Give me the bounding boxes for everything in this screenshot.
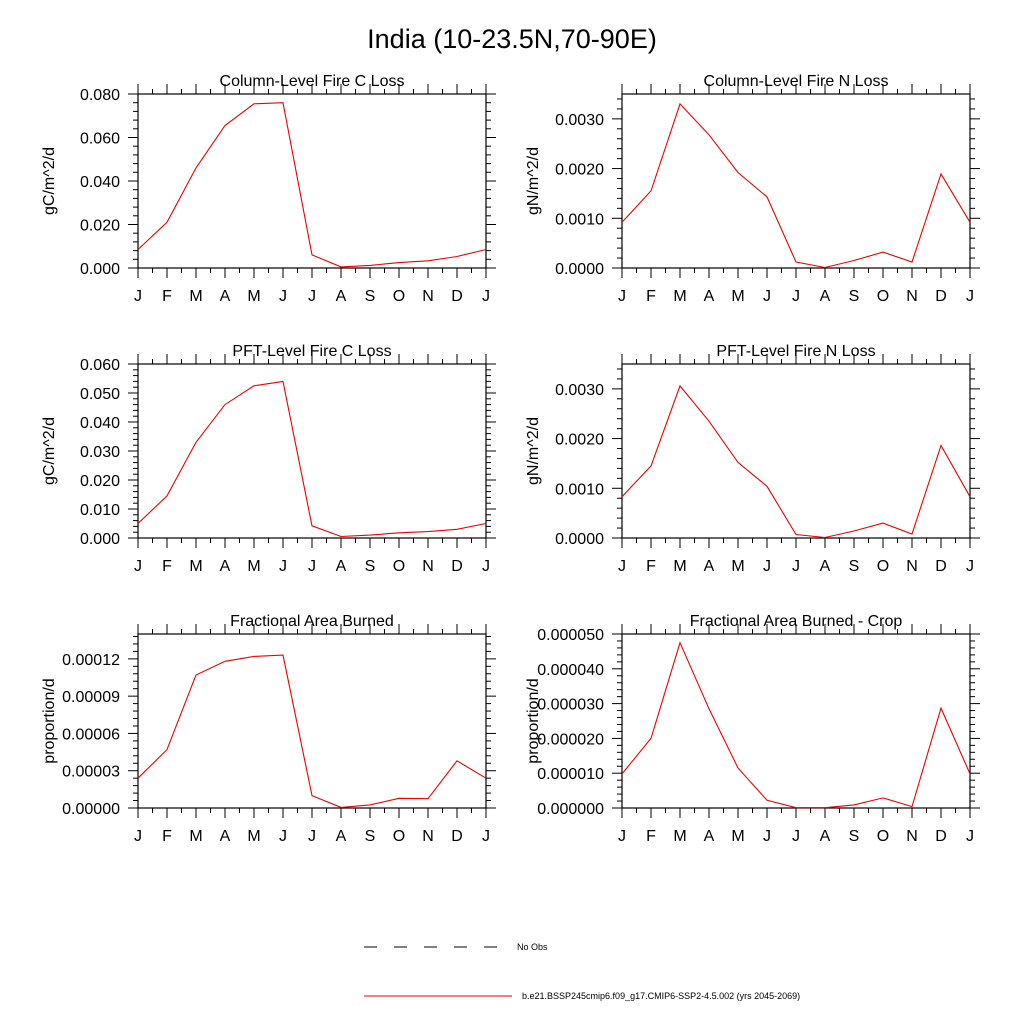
y-tick-label: 0.00003 xyxy=(62,763,120,781)
y-tick-label: 0.060 xyxy=(79,130,120,148)
y-tick-label: 0.030 xyxy=(79,444,120,461)
series-line xyxy=(138,381,486,536)
y-tick-label: 0.060 xyxy=(79,357,120,374)
y-tick-label: 0.000000 xyxy=(537,801,604,818)
y-tick-label: 0.010 xyxy=(79,502,120,519)
x-tick-label: J xyxy=(134,288,142,305)
x-tick-label: M xyxy=(247,828,261,845)
y-tick-label: 0.040 xyxy=(79,415,120,432)
series-line xyxy=(138,655,486,807)
chart-title: PFT-Level Fire N Loss xyxy=(716,343,876,360)
x-tick-label: M xyxy=(673,828,687,845)
y-axis-label: gN/m^2/d xyxy=(525,417,542,485)
page-title: India (10-23.5N,70-90E) xyxy=(367,24,657,54)
y-tick-label: 0.000020 xyxy=(537,731,604,749)
y-tick-label: 0.000010 xyxy=(537,766,604,784)
chart-title: Column-Level Fire N Loss xyxy=(703,73,889,90)
x-tick-label: J xyxy=(279,828,287,845)
x-tick-label: J xyxy=(134,828,142,845)
x-tick-label: J xyxy=(792,288,800,305)
x-tick-label: J xyxy=(618,828,626,845)
x-tick-label: A xyxy=(335,558,347,575)
x-tick-label: A xyxy=(819,288,831,305)
y-axis-label: gC/m^2/d xyxy=(41,417,58,485)
series-line xyxy=(138,103,486,267)
x-tick-label: J xyxy=(308,828,316,845)
x-tick-label: N xyxy=(906,288,918,305)
x-tick-label: N xyxy=(422,828,434,845)
x-tick-label: S xyxy=(848,828,860,845)
x-tick-label: D xyxy=(451,828,463,845)
x-tick-label: J xyxy=(618,288,626,305)
x-tick-label: O xyxy=(876,828,890,845)
x-tick-label: S xyxy=(364,288,376,305)
series-line xyxy=(622,104,970,268)
chart-title: Fractional Area Burned - Crop xyxy=(689,613,903,630)
x-tick-label: M xyxy=(731,558,745,575)
x-tick-label: A xyxy=(219,288,231,305)
y-axis-label: gN/m^2/d xyxy=(525,147,542,215)
x-tick-label: A xyxy=(819,828,831,845)
x-tick-label: N xyxy=(906,558,918,575)
x-tick-label: J xyxy=(763,288,771,305)
legend-obs-label: No Obs xyxy=(517,942,548,952)
x-tick-label: J xyxy=(134,558,142,575)
x-tick-label: J xyxy=(482,828,490,845)
y-tick-label: 0.080 xyxy=(79,87,120,104)
y-tick-label: 0.0010 xyxy=(555,211,604,229)
y-tick-label: 0.00000 xyxy=(62,801,120,818)
x-tick-label: D xyxy=(935,828,947,845)
x-tick-label: S xyxy=(848,288,860,305)
y-tick-label: 0.0020 xyxy=(555,431,604,449)
x-tick-label: F xyxy=(646,288,656,305)
y-tick-label: 0.000050 xyxy=(537,627,604,644)
y-axis-label: proportion/d xyxy=(41,678,58,764)
legend-model-label: b.e21.BSSP245cmip6.f09_g17.CMIP6-SSP2-4.5.002 (yrs 2045-2069) xyxy=(522,991,801,1001)
x-tick-label: A xyxy=(819,558,831,575)
y-tick-label: 0.000030 xyxy=(537,696,604,714)
y-tick-label: 0.0000 xyxy=(555,261,604,278)
chart-panel-2 xyxy=(525,73,980,305)
x-tick-label: O xyxy=(392,558,406,575)
x-tick-label: J xyxy=(792,828,800,845)
x-tick-label: J xyxy=(792,558,800,575)
y-tick-label: 0.020 xyxy=(79,473,120,490)
y-tick-label: 0.020 xyxy=(79,217,120,235)
x-tick-label: D xyxy=(451,558,463,575)
x-tick-label: J xyxy=(966,288,974,305)
y-tick-label: 0.0030 xyxy=(555,381,604,399)
chart-title: Fractional Area Burned xyxy=(230,613,394,630)
x-tick-label: N xyxy=(422,558,434,575)
y-tick-label: 0.0000 xyxy=(555,531,604,548)
x-tick-label: J xyxy=(966,558,974,575)
y-axis-label: proportion/d xyxy=(525,678,542,764)
x-tick-label: A xyxy=(219,558,231,575)
x-tick-label: M xyxy=(189,828,203,845)
x-tick-label: M xyxy=(247,288,261,305)
x-tick-label: J xyxy=(482,288,490,305)
plot-frame xyxy=(138,94,486,268)
chart-title: Column-Level Fire C Loss xyxy=(219,73,405,90)
x-tick-label: S xyxy=(364,558,376,575)
y-tick-label: 0.00006 xyxy=(62,726,120,744)
x-tick-label: A xyxy=(703,558,715,575)
x-tick-label: J xyxy=(482,558,490,575)
legend xyxy=(364,942,800,1001)
y-tick-label: 0.000040 xyxy=(537,661,604,679)
y-tick-label: 0.0030 xyxy=(555,111,604,129)
x-tick-label: M xyxy=(731,828,745,845)
x-tick-label: D xyxy=(451,288,463,305)
chart-panel-4 xyxy=(525,343,980,575)
x-tick-label: A xyxy=(703,828,715,845)
x-tick-label: O xyxy=(876,288,890,305)
x-tick-label: N xyxy=(906,828,918,845)
x-tick-label: M xyxy=(673,288,687,305)
chart-panels xyxy=(41,73,980,845)
x-tick-label: F xyxy=(646,558,656,575)
plot-frame xyxy=(622,364,970,538)
x-tick-label: S xyxy=(848,558,860,575)
series-line xyxy=(622,386,970,538)
chart-panel-1 xyxy=(41,73,496,305)
y-tick-label: 0.050 xyxy=(79,386,120,403)
x-tick-label: F xyxy=(162,288,172,305)
x-tick-label: O xyxy=(392,288,406,305)
y-tick-label: 0.000 xyxy=(79,531,120,548)
x-tick-label: D xyxy=(935,288,947,305)
x-tick-label: J xyxy=(966,828,974,845)
series-line xyxy=(622,643,970,808)
plot-frame xyxy=(138,634,486,808)
y-tick-label: 0.040 xyxy=(79,174,120,191)
x-tick-label: O xyxy=(392,828,406,845)
x-tick-label: F xyxy=(162,558,172,575)
x-tick-label: N xyxy=(422,288,434,305)
y-axis-label: gC/m^2/d xyxy=(41,147,58,215)
x-tick-label: M xyxy=(731,288,745,305)
x-tick-label: J xyxy=(763,828,771,845)
chart-panel-6 xyxy=(525,613,980,845)
y-tick-label: 0.00009 xyxy=(62,689,120,707)
x-tick-label: M xyxy=(247,558,261,575)
x-tick-label: F xyxy=(646,828,656,845)
x-tick-label: M xyxy=(673,558,687,575)
x-tick-label: J xyxy=(308,558,316,575)
x-tick-label: J xyxy=(308,288,316,305)
chart-title: PFT-Level Fire C Loss xyxy=(232,343,392,360)
y-tick-label: 0.00012 xyxy=(62,651,120,669)
x-tick-label: M xyxy=(189,558,203,575)
x-tick-label: A xyxy=(219,828,231,845)
x-tick-label: F xyxy=(162,828,172,845)
y-tick-label: 0.000 xyxy=(79,261,120,278)
chart-panel-3 xyxy=(41,343,496,575)
plot-frame xyxy=(138,364,486,538)
x-tick-label: J xyxy=(279,558,287,575)
x-tick-label: J xyxy=(763,558,771,575)
x-tick-label: J xyxy=(618,558,626,575)
x-tick-label: A xyxy=(335,288,347,305)
x-tick-label: A xyxy=(335,828,347,845)
x-tick-label: O xyxy=(876,558,890,575)
y-tick-label: 0.0020 xyxy=(555,161,604,179)
chart-panel-5 xyxy=(41,613,496,845)
x-tick-label: A xyxy=(703,288,715,305)
x-tick-label: S xyxy=(364,828,376,845)
x-tick-label: J xyxy=(279,288,287,305)
x-tick-label: M xyxy=(189,288,203,305)
y-tick-label: 0.0010 xyxy=(555,481,604,499)
x-tick-label: D xyxy=(935,558,947,575)
